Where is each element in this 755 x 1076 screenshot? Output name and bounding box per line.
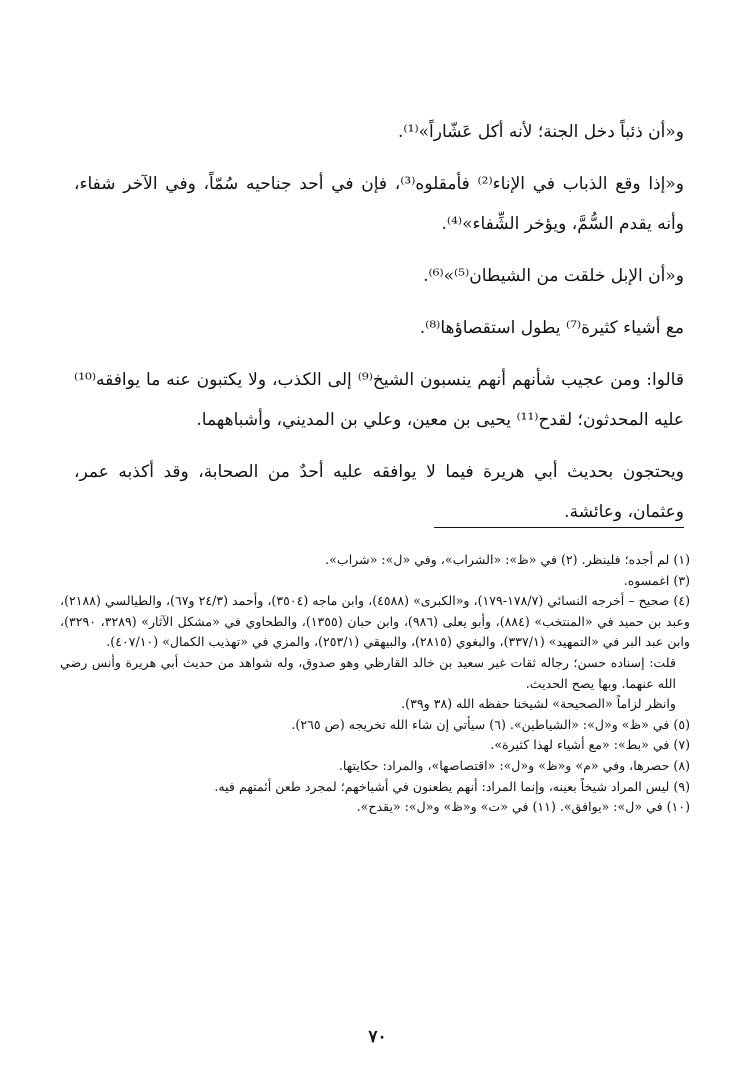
- footnote-4-see-also: وانظر لزاماً «الصحيحة» لشيخنا حفظه الله (٣٨ و٣٩).: [401, 696, 676, 712]
- footnote-5-6: (٥) في «ظ» و«ل»: «الشياطين». (٦) سيأتي إن شاء الله تخريجه (ص ٢٦٥).: [291, 716, 690, 732]
- paragraph-3: و«أن الإبل خلقت من الشيطان⁽⁵⁾»⁽⁶⁾.: [423, 266, 684, 286]
- footnote-4-comment: قلت: إسناده حسن؛ رجاله ثقات غير سعيد بن خالد القارظي وهو صدوق، وله شواهد من حديث أبي هريرة وأنس رضي الله عنهما. وبها يصح الحديث.: [60, 654, 676, 691]
- paragraph-1: و«أن ذئباً دخل الجنة؛ لأنه أكل عَشّاراً»⁽¹⁾.: [398, 122, 684, 142]
- footnote-separator: [434, 527, 684, 528]
- footnote-7: (٧) في «بط»: «مع أشياء لهذا كثيرة».: [490, 737, 690, 753]
- footnotes: [60, 550, 690, 818]
- paragraph-4: مع أشياء كثيرة⁽⁷⁾ يطول استقصاؤها⁽⁸⁾.: [419, 318, 684, 338]
- footnote-3: (٣) اغمسوه.: [623, 572, 690, 588]
- main-text: [74, 112, 684, 544]
- footnote-9: (٩) ليس المراد شيخاً بعينه، وإنما المراد: أنهم يطعنون في أشياخهم؛ لمجرد طعن أئمتهم فيه.: [214, 778, 690, 794]
- footnote-10-11: (١٠) في «ل»: «يوافق». (١١) في «ت» و«ظ» و«ل»: «يقدح».: [356, 799, 690, 815]
- paragraph-2: و«إذا وقع الذباب في الإناء⁽²⁾ فأمقلوه⁽³⁾، فإن في أحد جناحيه سُمّاً، وفي الآخر شفاء، وأنه يقدم السُّمَّ، ويؤخر الشِّفاء»⁽⁴⁾.: [74, 174, 684, 234]
- footnote-8: (٨) حصرها، وفي «م» و«ظ» و«ل»: «اقتصاصها»، والمراد: حكايتها.: [338, 757, 690, 773]
- footnote-4: (٤) صحيح – أخرجه النسائي (١٧٨/٧-١٧٩)، و«الكبرى» (٤٥٨٨)، وابن ماجه (٣٥٠٤)، وأحمد (٢٤/٣ و٦٧)، والطيالسي (٢١٨٨)، وعبد بن حميد في «المنتخب» (٨٨٤)، وأبو يعلى (٩٨٦)، وابن حبان (١٣٥٥)، والطحاوي في «مشكل الآثار» (٣٢٨٩، ٣٢٩٠)، وابن عبد البر في «التمهيد» (٣٣٧/١)، والبغوي (٢٨١٥)، والبيهقي (٢٥٣/١)، والمزي في «تهذيب الكمال» (٤٠٧/١٠).: [60, 593, 691, 650]
- footnote-1-2: (١) لم أجده؛ فلينظر. (٢) في «ظ»: «الشراب»، وفي «ل»: «شراب».: [325, 552, 690, 567]
- paragraph-5: قالوا: ومن عجيب شأنهم أنهم ينسبون الشيخ⁽⁹⁾ إلى الكذب، ولا يكتبون عنه ما يوافقه⁽¹⁰⁾ عليه المحدثون؛ لقدح⁽¹¹⁾ يحيى بن معين، وعلي بن المديني، وأشباههما.: [74, 370, 684, 430]
- page-number: ٧٠: [368, 1027, 387, 1047]
- paragraph-6: ويحتجون بحديث أبي هريرة فيما لا يوافقه عليه أحدٌ من الصحابة، وقد أكذبه عمر، وعثمان، وعائشة.: [74, 462, 684, 522]
